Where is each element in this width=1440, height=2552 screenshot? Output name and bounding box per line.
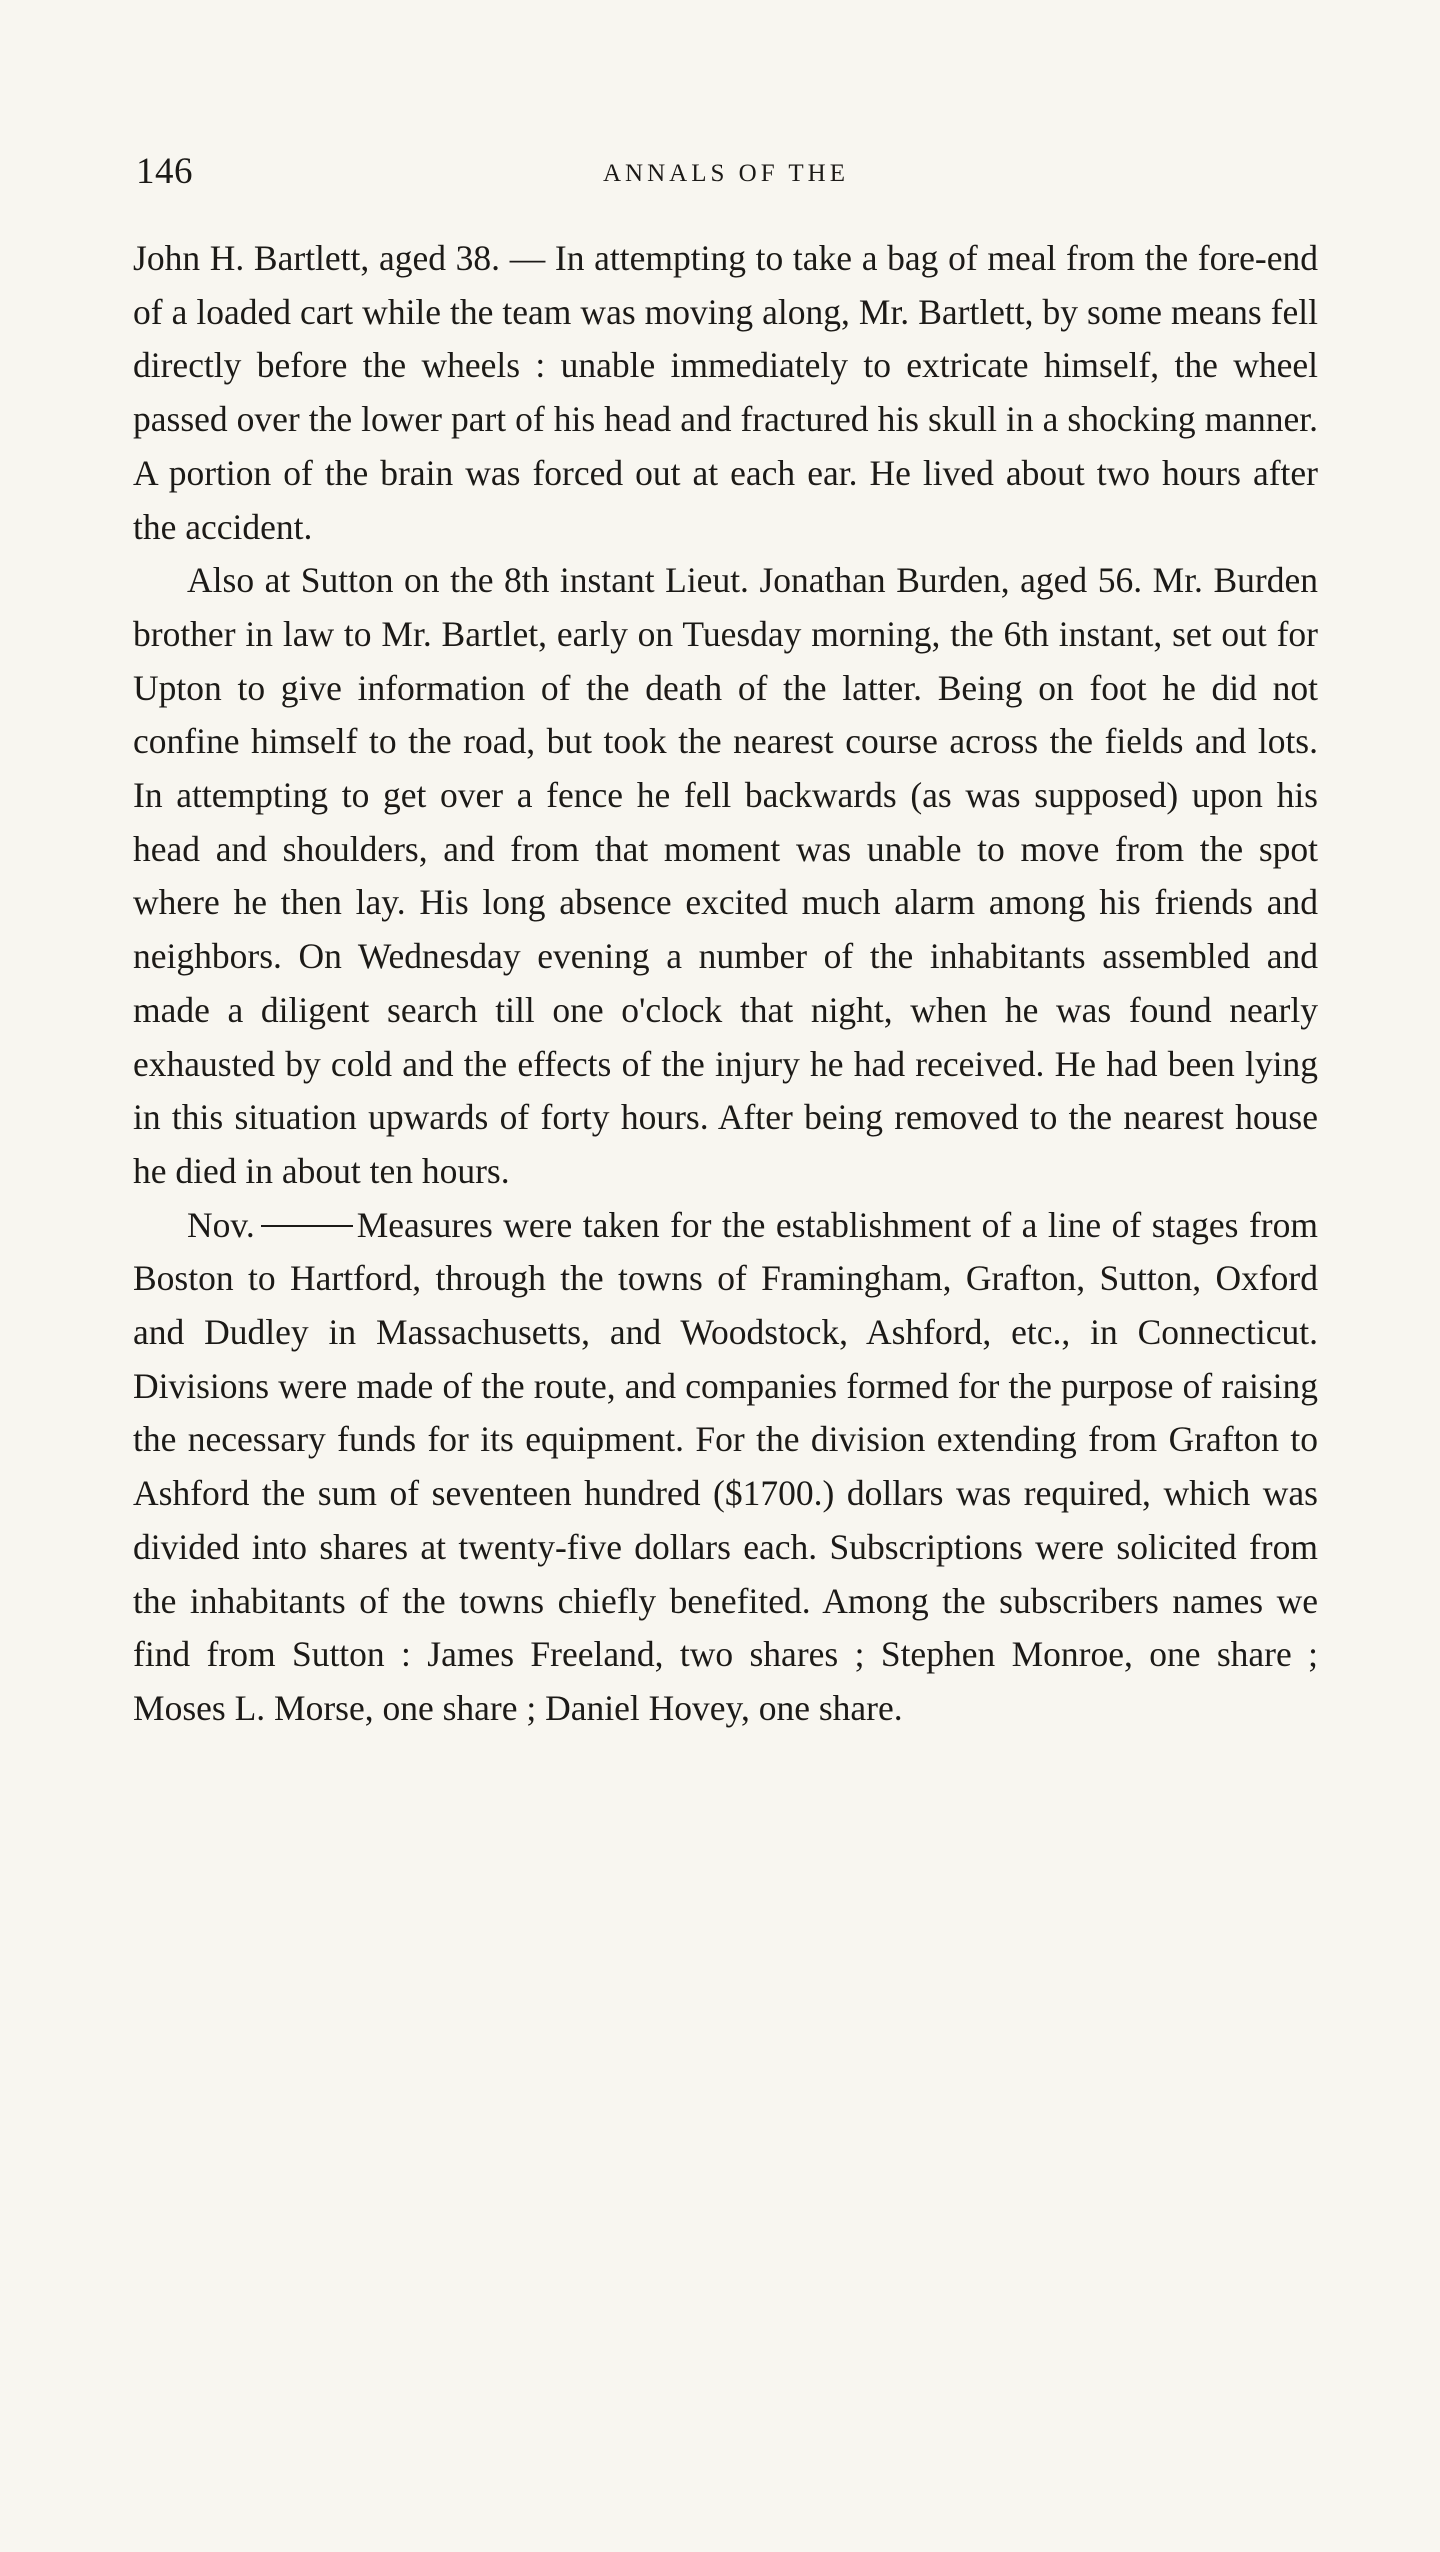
running-head: ANNALS OF THE xyxy=(603,160,849,187)
body-text xyxy=(133,232,1318,1736)
paragraph-november xyxy=(133,1199,1318,1736)
month-lead: Nov. xyxy=(187,1204,255,1245)
page-header xyxy=(136,150,1316,210)
paragraph-november-text: Measures were taken for the establishment of a line of stages from Boston to Hartford, through the towns of Framingham, Grafton, Sutton, Oxford and Dudley in Massachusetts, and Woodstock, Ashford, etc., in Connecticut. Divisions were made of the route, and companies formed for the purpose of raising the necessary funds for its equipment. For the division extending from Grafton to Ashford the sum of seventeen hundred ($1700.) dollars was required, which was divided into shares at twenty-five dollars each. Subscriptions were solicited from the inhabitants of the towns chiefly benefited. Among the subscribers names we find from Sutton : James Freeland, two shares ; Stephen Monroe, one share ; Moses L. Morse, one share ; Daniel Hovey, one share. xyxy=(133,1204,1318,1728)
paragraph-bartlett: John H. Bartlett, aged 38. — In attempting to take a bag of meal from the fore-end of a loaded cart while the team was moving along, Mr. Bartlett, by some means fell directly before the wheels : unable immediately to extricate himself, the wheel passed over the lower part of his head and fractured his skull in a shocking manner. A portion of the brain was forced out at each ear. He lived about two hours after the accident. xyxy=(133,238,1318,547)
paragraph-burden: Also at Sutton on the 8th instant Lieut. Jonathan Burden, aged 56. Mr. Burden brother in law to Mr. Bartlet, early on Tuesday morning, the 6th instant, set out for Upton to give information of the death of the latter. Being on foot he did not confine himself to the road, but took the nearest course across the fields and lots. In attempting to get over a fence he fell backwards (as was supposed) upon his head and shoulders, and from that moment was unable to move from the spot where he then lay. His long absence excited much alarm among his friends and neighbors. On Wednesday evening a number of the inhabitants assembled and made a diligent search till one o'clock that night, when he was found nearly exhausted by cold and the effects of the injury he had received. He had been lying in this situation upwards of forty hours. After being removed to the nearest house he died in about ten hours. xyxy=(133,560,1318,1191)
page-number: 146 xyxy=(136,151,193,192)
em-rule xyxy=(261,1225,353,1227)
